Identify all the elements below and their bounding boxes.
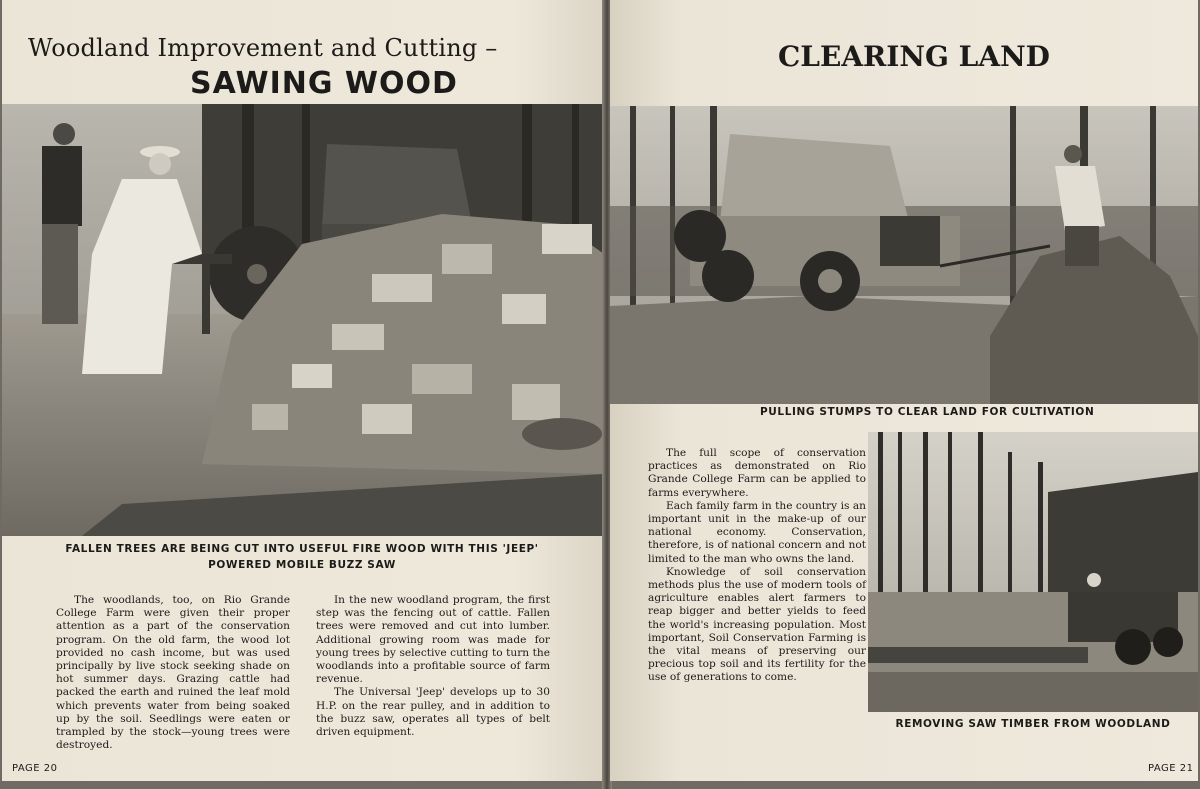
left-col1-paragraph: The woodlands, too, on Rio Grande College Farm were given their proper attention as a part of the conservation program. On the old farm, the wood lot provided no cash income, but was used principally by live stock seeking shade on hot summer days. Grazing cattle had packed the earth and ruined the leaf mold which prevents water from being soaked up by the soil. Seedlings were eaten or trampled by the stock—young trees were destroyed. <box>56 594 290 752</box>
pulling-stumps-photo <box>610 106 1198 404</box>
sawing-caption-line2: POWERED MOBILE BUZZ SAW <box>208 559 396 571</box>
right-title: CLEARING LAND <box>778 40 1050 73</box>
timber-photo-caption: REMOVING SAW TIMBER FROM WOODLAND <box>895 718 1171 730</box>
left-page-number: PAGE 20 <box>12 763 58 774</box>
right-text-column <box>648 447 866 685</box>
right-paragraph1: The full scope of conservation practices as demonstrated on Rio Grande College Farm can be applied to farms everywhere. <box>648 447 866 499</box>
left-column-2 <box>316 594 550 739</box>
saw-timber-photo <box>868 432 1198 712</box>
left-col2-paragraph2: The Universal 'Jeep' develops up to 30 H.P. on the rear pulley, and in addition to the buzz saw, operates all types of belt driven equipment. <box>316 686 550 739</box>
stumps-photo-caption: PULLING STUMPS TO CLEAR LAND FOR CULTIVATION <box>760 406 1095 418</box>
left-title-line2: SAWING WOOD <box>190 66 458 101</box>
sawing-caption-line1: FALLEN TREES ARE BEING CUT INTO USEFUL FIRE WOOD WITH THIS 'JEEP' <box>65 543 539 555</box>
page-left <box>2 0 604 781</box>
right-page-number: PAGE 21 <box>1148 763 1194 774</box>
page-right <box>610 0 1198 781</box>
right-paragraph3: Knowledge of soil conservation methods plus the use of modern tools of agriculture enables alert farmers to reap bigger and better yields to feed the world's increasing population. Most important, Soil Conservation Farming is the vital means of preserving our precious top soil and its fertility for the use of generations to come. <box>648 565 866 684</box>
sawing-photo-caption <box>22 541 582 573</box>
right-paragraph2: Each family farm in the country is an important unit in the make-up of our national economy. Conservation, therefore, is of national concern and not limited to the man who owns the land. <box>648 499 866 565</box>
left-column-1 <box>56 594 290 752</box>
left-title-line1: Woodland Improvement and Cutting – <box>28 34 498 62</box>
left-col2-paragraph1: In the new woodland program, the first step was the fencing out of cattle. Fallen trees were removed and cut into lumber. Additional growing room was made for young trees by selective cutting to turn the woodlands into a profitable source of farm revenue. <box>316 594 550 686</box>
sawing-wood-photo <box>2 104 604 536</box>
